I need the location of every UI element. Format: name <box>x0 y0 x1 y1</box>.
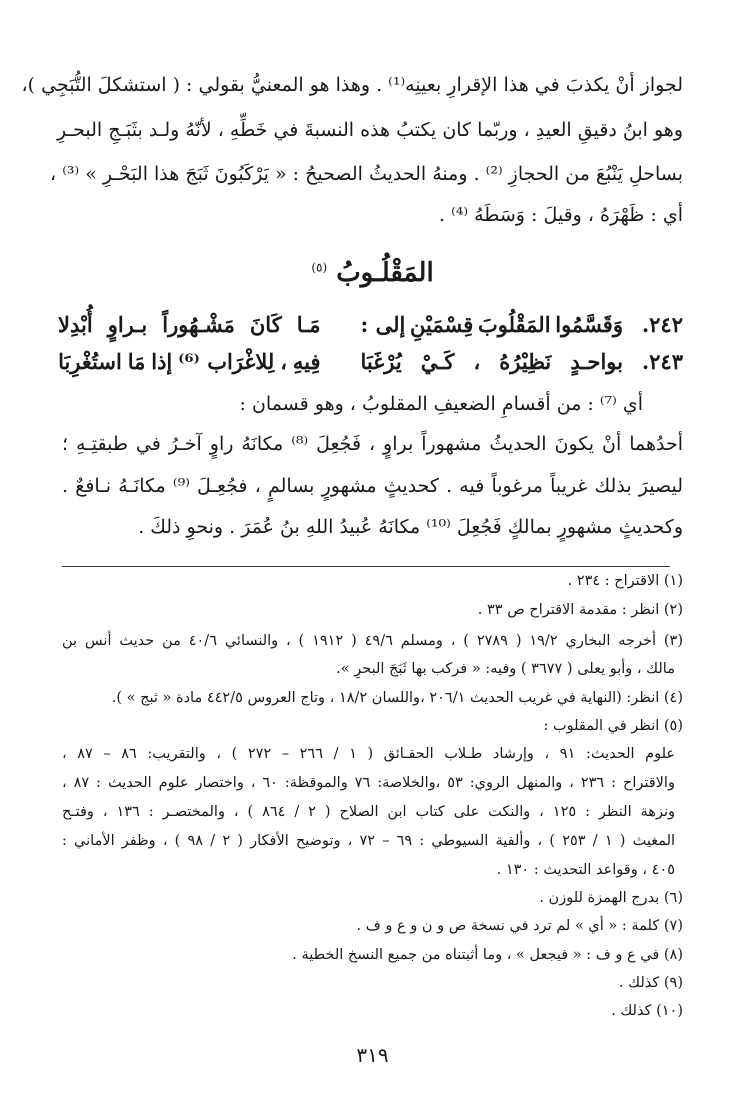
verse-word: بـراوٍ <box>107 312 148 337</box>
footnote: (١٠) كذلك . <box>611 1003 683 1019</box>
verse-word: مَا <box>127 349 146 374</box>
verse-word: وَقَسَّمُوا <box>555 312 623 337</box>
body-text-line: وهو ابنُ دقيقِ العيدِ ، وربّما كان يكتبُ هذه النسبةَ في خَطِّهِ ، لأنّهُ ولـد بثَبَـجِ البحـرِ <box>57 119 683 141</box>
section-title <box>0 258 745 288</box>
footnote: (٥) انظر في المقلوب : <box>543 718 683 734</box>
verse-word: يُرْغَبَا <box>360 349 402 374</box>
verse-word: فِيهِ <box>292 349 321 374</box>
body-text-line: لجواز أنْ يكذبَ في هذا الإقرارِ بعينِه⁽¹⁾ . وهذا هو المعنيُّ بقولي : ( استشكلَ التُّبَجِي )، <box>21 74 683 96</box>
footnote: علوم الحديث: ٩١ ، وإرشاد طـلاب الحقـائق ( ١ / ٢٦٦ – ٢٧٢ ) ، والتقريب: ٨٦ – ٨٧ ، <box>62 746 676 762</box>
verse-hemistich-first <box>361 312 624 337</box>
section-title-text: المَقْلُـوبُ <box>336 258 434 288</box>
footnote: (٣) أخرجه البخاري ١٩/٢ ( ٢٧٨٩ ) ، ومسلم ٤٩/٦ ( ١٩١٢ ) ، والنسائي ٤٠/٦ من حديث أنس بن <box>62 633 683 649</box>
section-title-footnote: (٥) <box>311 260 328 275</box>
page-number: ٣١٩ <box>356 1043 389 1067</box>
footnote: مالك ، وأبو يعلى ( ٣٦٧٧ ) وفيه: « فركب بها ثَبَجَ البحرِ ». <box>336 661 675 677</box>
body-text-line: وكحديثٍ مشهورٍ بمالكٍ فَجُعِلَ ⁽¹⁰⁾ مكانَهُ عُبيدُ اللهِ بنُ عُمَرَ . ونحوِ ذلكَ . <box>138 516 683 538</box>
footnote: (٧) كلمة : « أي » لم ترد في نسخة ص و ن و ع و ف . <box>356 918 683 934</box>
verse-number: ٢٤٢. <box>641 312 683 337</box>
verse-word: بواحـدٍ <box>570 349 623 374</box>
verse-word: لِلاغْرَاب ⁽⁶⁾ <box>178 349 275 374</box>
verse-word: قِسْمَيْنِ <box>410 312 474 337</box>
verse-word: إذا <box>151 349 173 374</box>
verse-line <box>58 312 683 337</box>
verse-word: ، <box>473 349 481 374</box>
verse-word: إلى : <box>360 312 406 337</box>
verse-hemistich-second <box>58 349 321 374</box>
footnote: ٤٠٥ ، وقواعد التحديث : ١٣٠ . <box>496 862 675 878</box>
body-text-line: أي : ظَهْرَهُ ، وقيلَ : وَسَطَهُ ⁽⁴⁾ . <box>439 204 683 226</box>
verse-hemistich-second <box>58 312 321 337</box>
verse-word: كَـيْ <box>420 349 455 374</box>
body-text-line: أي ⁽⁷⁾ : من أقسامِ الضعيفِ المقلوبُ ، وهو قسمان : <box>239 393 643 415</box>
verse-hemistich-first <box>361 349 624 374</box>
verse-word: المَقْلُوبَ <box>477 312 551 337</box>
footnote-separator <box>62 566 670 567</box>
footnote: (٦) بدرج الهمزة للوزن . <box>539 890 683 906</box>
footnote: (٨) في ع و ف : « فيجعل » ، وما أثبتناه من جميع النسخ الخطية . <box>292 947 683 963</box>
verse-word: أُبْدِلا <box>58 312 93 337</box>
footnote: (٢) انظر : مقدمة الاقتراح ص ٣٣ . <box>477 602 683 618</box>
footnote: (٤) انظر: (النهاية في غريب الحديث ٢٠٦/١ ،واللسان ١٨/٢ ، وتاج العروس ٤٤٢/٥ مادة « ثبج » ). <box>111 690 683 706</box>
body-text-line: ليصيرَ بذلك غريباً مرغوباً فيه . كحديثٍ مشهورٍ بسالمٍ ، فجُعِـلَ ⁽⁹⁾ مكانَـهُ نـافعٌ . <box>62 475 683 497</box>
footnote: (٩) كذلك . <box>618 975 683 991</box>
verse-word: ، <box>280 349 287 374</box>
verse-word: كَانَ <box>249 312 282 337</box>
body-text-line: أحدُهما أنْ يكونَ الحديثُ مشهوراً براوٍ ، فَجُعِلَ ⁽⁸⁾ مكانَهُ راوٍ آخـرُ في طبقتِـهِ ؛ <box>62 433 683 455</box>
verse-word: مَـا <box>296 312 321 337</box>
verse-word: مَشْـهُوراً <box>162 312 235 337</box>
verse-line <box>58 349 683 374</box>
verse-number: ٢٤٣. <box>641 349 683 374</box>
footnote: (١) الاقتراح : ٢٣٤ . <box>567 573 683 589</box>
footnote: المغيث ( ١ / ٢٥٣ ) ، وألفية السيوطي : ٦٩ – ٧٢ ، وتوضيح الأفكار ( ٢ / ٩٨ ) ، وظفر الأماني : <box>62 833 676 849</box>
footnote: والاقتراح : ٢٣٦ ، والمنهل الروي: ٥٣ ،والخلاصة: ٧٦ والموقظة: ٦٠ ، واختصار علوم الحديث : ٨٧ ، <box>62 775 675 791</box>
body-text-line: بساحلِ يَنْبُعَ من الحجازِ ⁽²⁾ . ومنهُ الحديثُ الصحيحُ : « يَرْكَبُونَ ثَبَجَ هذا البَحْـرِ » ⁽³⁾ ، <box>50 163 683 185</box>
footnote: ونزهة النظر : ١٢٥ ، والنكت على كتاب ابن الصلاح ( ٢ / ٨٦٤ ) ، والمختصـر : ١٣٦ ، وفتـح <box>62 804 675 820</box>
verse-word: استُغْرِبَا <box>58 349 122 374</box>
verse-word: نَظِيْرُهُ <box>499 349 552 374</box>
